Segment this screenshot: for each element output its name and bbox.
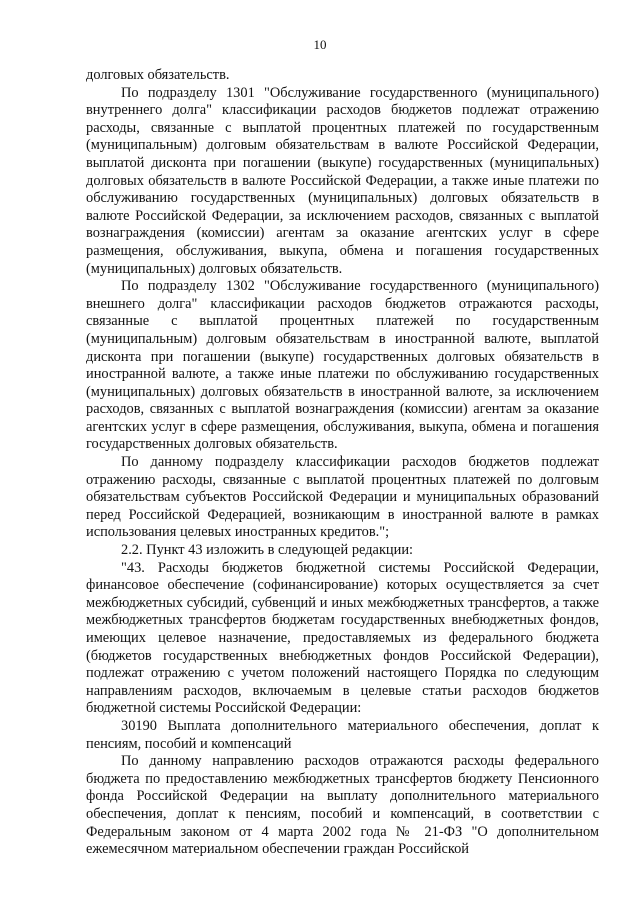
paragraph: 30190 Выплата дополнительного материального обеспечения, доплат к пенсиям, пособий и компенсаций bbox=[86, 717, 599, 752]
paragraph: "43. Расходы бюджетов бюджетной системы Российской Федерации, финансовое обеспечение (софинансирование) которых осуществляется за счет межбюджетных субсидий, субвенций и иных межбюджетных трансфертов, а также межбюджетных трансфертов бюджетам государственных внебюджетных фондов, имеющих целевое назначение, предоставляемых из федерального бюджета (бюджетов государственных внебюджетных фондов Российской Федерации), подлежат отражению с учетом положений настоящего Порядка по следующим направлениям расходов, включаемым в целевые статьи расходов бюджетов бюджетной системы Российской Федерации: bbox=[86, 559, 599, 717]
page-number: 10 bbox=[313, 37, 327, 52]
paragraph: По подразделу 1302 "Обслуживание государственного (муниципального) внешнего долга" классификации расходов бюджетов отражаются расходы, связанные с выплатой процентных платежей по государственным (муниципальным) долговым обязательствам в иностранной валюте, выплатой дисконта при погашении (выкупе) государственных долговых обязательств в иностранной валюте, а также иные платежи по обслуживанию государственных (муниципальных) долговых обязательств в иностранной валюте, за исключением расходов, связанных с выплатой вознаграждения (комиссии) агентам за оказание агентских услуг в сфере размещения, обслуживания, выкупа, обмена и погашения государственных долговых обязательств. bbox=[86, 278, 599, 453]
paragraph: По данному подразделу классификации расходов бюджетов подлежат отражению расходы, связанные с выплатой процентных платежей по долговым обязательствам субъектов Российской Федерации и муниципальных образований перед Российской Федерацией, возникающим в иностранной валюте в рамках использования целевых иностранных кредитов."; bbox=[86, 454, 599, 541]
paragraph: долговых обязательств. bbox=[86, 67, 230, 83]
document-body bbox=[86, 67, 599, 859]
paragraph: 2.2. Пункт 43 изложить в следующей редакции: bbox=[121, 542, 414, 559]
paragraph: По данному направлению расходов отражаются расходы федерального бюджета по предоставлению межбюджетных трансфертов бюджету Пенсионного фонда Российской Федерации на выплату дополнительного материального обеспечения, доплат к пенсиям, пособий и компенсаций, в соответствии с Федеральным законом от 4 марта 2002 года № 21-ФЗ "О дополнительном ежемесячном материальном обеспечении граждан Российской bbox=[86, 753, 599, 858]
paragraph: По подразделу 1301 "Обслуживание государственного (муниципального) внутреннего долга" классификации расходов бюджетов подлежат отражению расходы, связанные с выплатой процентных платежей по государственным (муниципальным) долговым обязательствам в валюте Российской Федерации, выплатой дисконта при погашении (выкупе) государственных (муниципальных) долговых обязательств в валюте Российской Федерации, а также иные платежи по обслуживанию государственных (муниципальных) долговых обязательств в валюте Российской Федерации, за исключением расходов, связанных с выплатой вознаграждения (комиссии) агентам за оказание агентских услуг в сфере размещения, обслуживания, выкупа, обмена и погашения государственных (муниципальных) долговых обязательств. bbox=[86, 84, 599, 277]
